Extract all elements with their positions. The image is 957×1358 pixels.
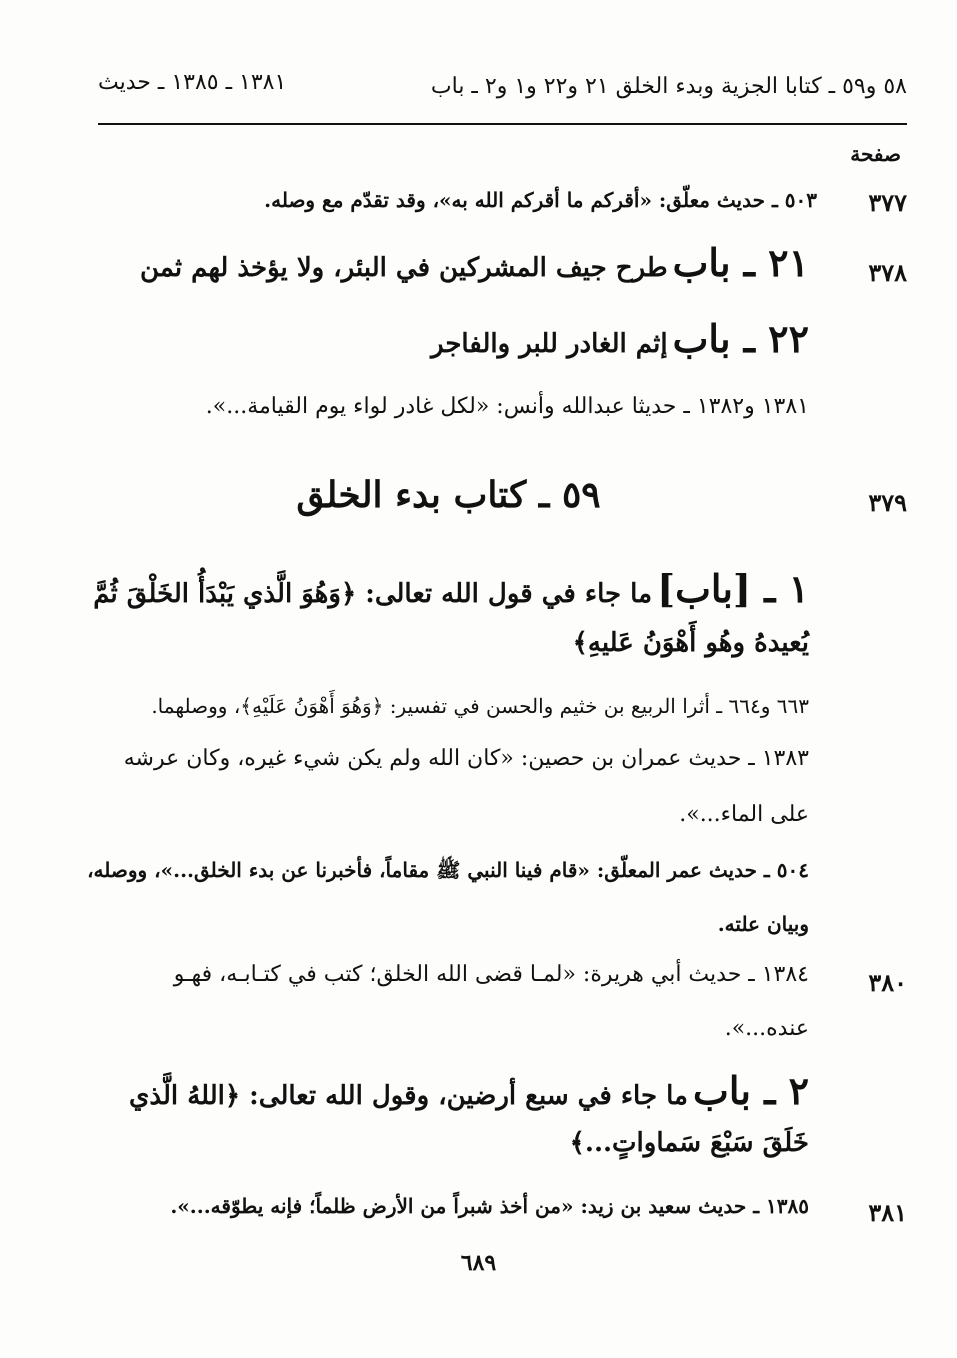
chapter-2 — [129, 1068, 809, 1113]
chapter-21-text: طرح جيف المشركين في البئر، ولا يؤخذ لهم ثمن — [140, 253, 668, 283]
page-ref-379: ٣٧٩ — [868, 488, 907, 517]
page-number: ٦٨٩ — [460, 1250, 497, 1276]
chapter-1 — [93, 566, 809, 611]
entry-1383-cont: على الماء...». — [679, 802, 809, 827]
entry-1384: ١٣٨٤ ـ حديث أبي هريرة: «لمـا قضى الله الخلق؛ كتب في كتـابـه، فهـو — [173, 962, 809, 987]
page-ref-380: ٣٨٠ — [868, 968, 907, 997]
running-header — [98, 64, 907, 104]
chapter-1-heading: ١ ـ [باب] — [657, 566, 809, 611]
entry-1385: ١٣٨٥ ـ حديث سعيد بن زيد: «من أخذ شبراً من الأرض ظلماً؛ فإنه يطوّقه...». — [170, 1194, 809, 1218]
chapter-21-heading: ٢١ ـ باب — [672, 240, 809, 285]
chapter-21 — [140, 240, 809, 285]
entry-503: ٥٠٣ ـ حديث معلّق: «أقركم ما أقركم الله به»، وقد تقدّم مع وصله. — [264, 188, 817, 212]
entry-1384-cont: عنده...». — [724, 1016, 809, 1041]
entry-504: ٥٠٤ ـ حديث عمر المعلّق: «قام فينا النبي ﷺ مقاماً، فأخبرنا عن بدء الخلق...»، ووصله، — [87, 858, 809, 882]
entry-1381: ١٣٨١ و١٣٨٢ ـ حديثا عبدالله وأنس: «لكل غادر لواء يوم القيامة...». — [205, 394, 809, 419]
chapter-2-heading: ٢ ـ باب — [693, 1068, 809, 1113]
header-right: ٥٨ و٥٩ ـ كتابا الجزية وبدء الخلق ٢١ و٢٢ و١ و٢ ـ باب — [430, 74, 907, 99]
chapter-1-text-cont: يُعيدهُ وهُو أَهْوَنُ عَليهِ﴾ — [572, 628, 809, 658]
chapter-22-heading: ٢٢ ـ باب — [672, 316, 809, 361]
entry-663: ٦٦٣ و٦٦٤ ـ أثرا الربيع بن خثيم والحسن في تفسير: ﴿وَهُوَ أَهْوَنُ عَلَيْهِ﴾، ووصلهما. — [151, 694, 809, 718]
page-ref-381: ٣٨١ — [868, 1198, 907, 1227]
chapter-2-text: ما جاء في سبع أرضين، وقول الله تعالى: ﴿اللهُ الَّذي — [129, 1081, 688, 1111]
chapter-2-text-cont: خَلَقَ سَبْعَ سَماواتٍ...﴾ — [569, 1128, 809, 1158]
chapter-22 — [431, 316, 809, 361]
header-rule — [98, 123, 907, 125]
entry-1383: ١٣٨٣ ـ حديث عمران بن حصين: «كان الله ولم يكن شيء غيره، وكان عرشه — [123, 746, 809, 771]
page-ref-377: ٣٧٧ — [868, 188, 907, 217]
entry-504-cont: وبيان علته. — [717, 912, 809, 936]
chapter-22-text: إثم الغادر للبر والفاجر — [430, 329, 668, 359]
page-ref-378: ٣٧٨ — [868, 258, 907, 287]
page-column-label: صفحة — [850, 142, 901, 166]
chapter-1-text: ما جاء في قول الله تعالى: ﴿وَهُوَ الَّذي يَبْدَأُ الخَلْقَ ثُمَّ — [93, 579, 652, 609]
header-left: ١٣٨١ ـ ١٣٨٥ ـ حديث — [98, 70, 287, 95]
book-title: ٥٩ ـ كتاب بدء الخلق — [296, 474, 601, 516]
